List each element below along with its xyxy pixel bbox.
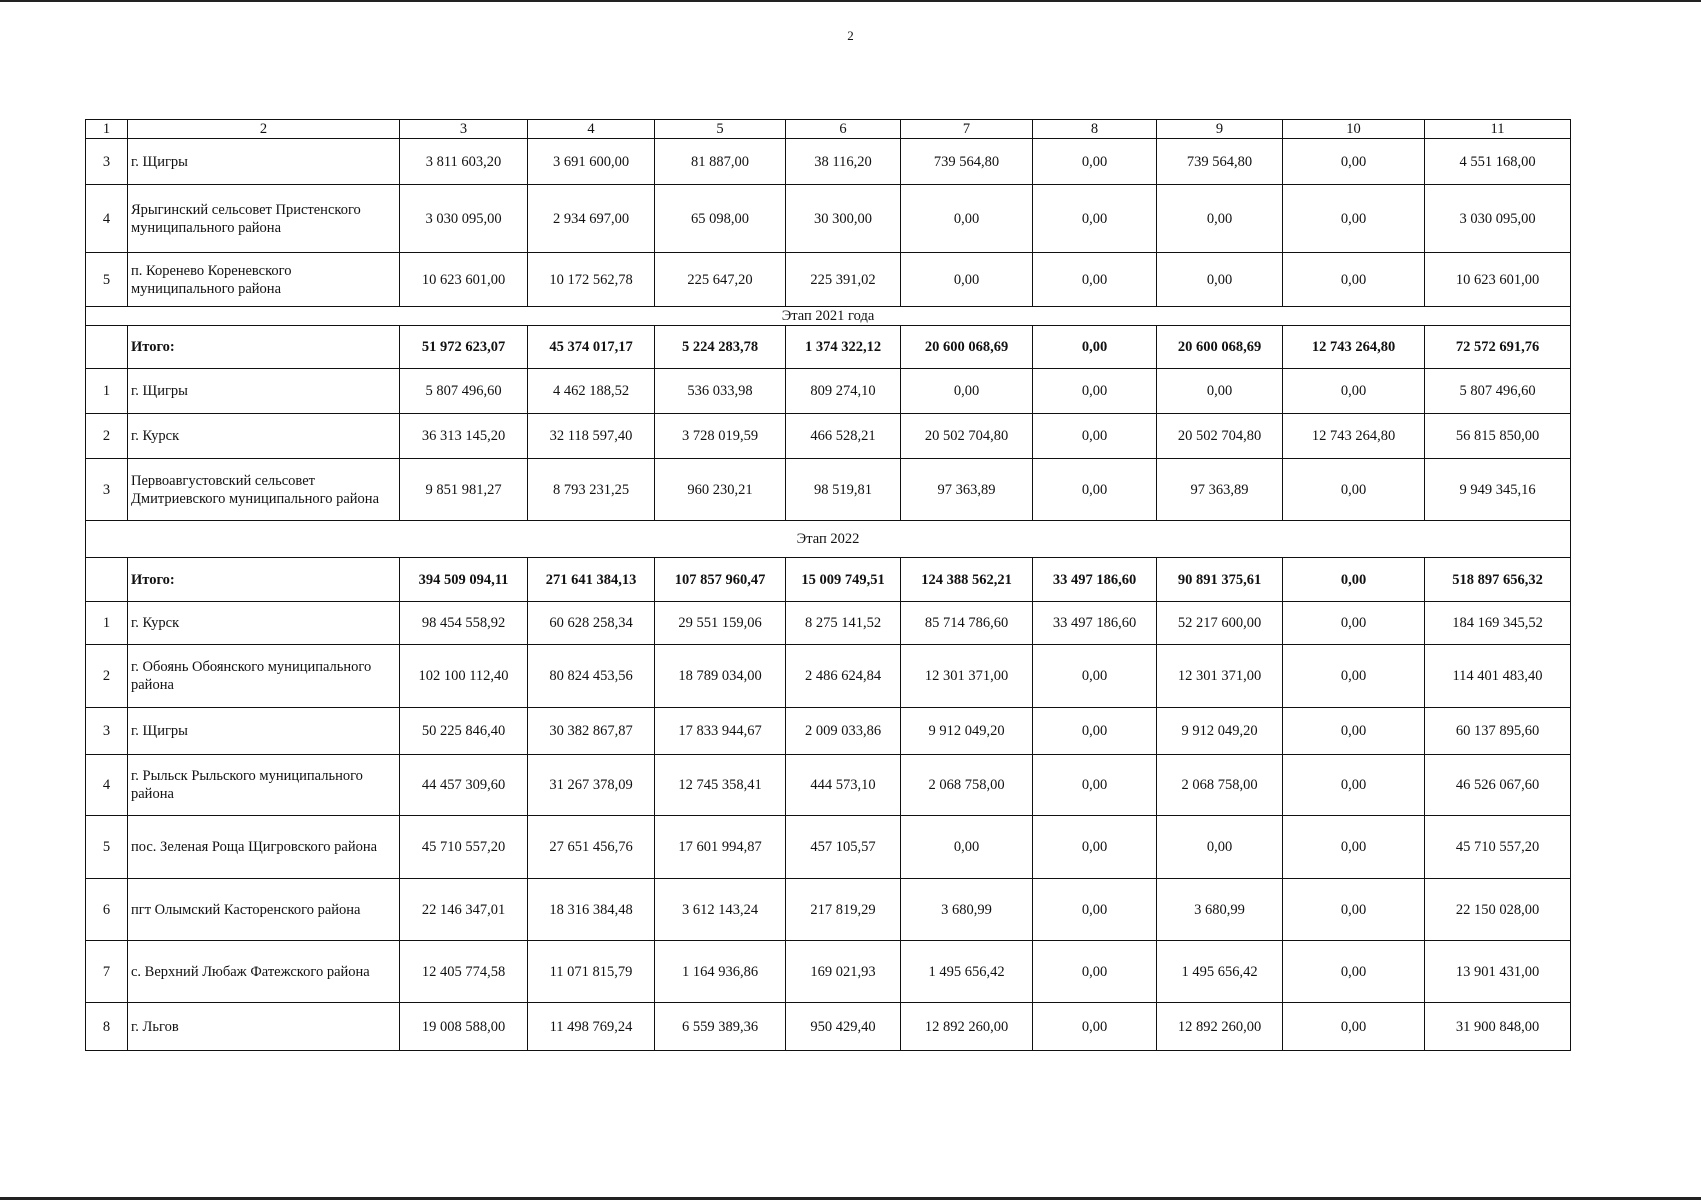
amount-cell: 60 137 895,60 (1425, 708, 1571, 755)
total-value: 5 224 283,78 (655, 326, 786, 369)
total-value: 90 891 375,61 (1157, 558, 1283, 602)
header-cell: 2 (128, 120, 400, 139)
top-border (0, 0, 1701, 2)
amount-cell: 3 691 600,00 (528, 139, 655, 185)
row-number (86, 558, 128, 602)
amount-cell: 9 851 981,27 (400, 459, 528, 521)
budget-table (85, 119, 1571, 1051)
amount-cell: 4 551 168,00 (1425, 139, 1571, 185)
amount-cell: 0,00 (901, 369, 1033, 414)
amount-cell: 0,00 (901, 253, 1033, 307)
amount-cell: 0,00 (1283, 139, 1425, 185)
total-value: 107 857 960,47 (655, 558, 786, 602)
municipality-name: п. Кореневo Кореневского муниципального района (128, 253, 400, 307)
total-value: 0,00 (1283, 558, 1425, 602)
amount-cell: 2 934 697,00 (528, 185, 655, 253)
amount-cell: 98 519,81 (786, 459, 901, 521)
amount-cell: 5 807 496,60 (1425, 369, 1571, 414)
municipality-name: пгт Олымский Касторенского района (128, 879, 400, 941)
table-row (86, 755, 1571, 816)
amount-cell: 169 021,93 (786, 941, 901, 1003)
row-number: 1 (86, 369, 128, 414)
amount-cell: 52 217 600,00 (1157, 602, 1283, 645)
amount-cell: 114 401 483,40 (1425, 645, 1571, 708)
amount-cell: 0,00 (1283, 755, 1425, 816)
amount-cell: 20 502 704,80 (1157, 414, 1283, 459)
amount-cell: 12 743 264,80 (1283, 414, 1425, 459)
amount-cell: 17 833 944,67 (655, 708, 786, 755)
amount-cell: 12 892 260,00 (1157, 1003, 1283, 1051)
row-number: 5 (86, 253, 128, 307)
amount-cell: 3 030 095,00 (400, 185, 528, 253)
amount-cell: 22 146 347,01 (400, 879, 528, 941)
table-row (86, 414, 1571, 459)
header-row (86, 120, 1571, 139)
amount-cell: 0,00 (1033, 816, 1157, 879)
amount-cell: 12 301 371,00 (901, 645, 1033, 708)
amount-cell: 3 811 603,20 (400, 139, 528, 185)
amount-cell: 5 807 496,60 (400, 369, 528, 414)
table-row (86, 459, 1571, 521)
amount-cell: 45 710 557,20 (1425, 816, 1571, 879)
total-value: 33 497 186,60 (1033, 558, 1157, 602)
table-row (86, 139, 1571, 185)
amount-cell: 809 274,10 (786, 369, 901, 414)
stage-row (86, 307, 1571, 326)
amount-cell: 80 824 453,56 (528, 645, 655, 708)
total-row (86, 558, 1571, 602)
amount-cell: 29 551 159,06 (655, 602, 786, 645)
amount-cell: 4 462 188,52 (528, 369, 655, 414)
amount-cell: 44 457 309,60 (400, 755, 528, 816)
amount-cell: 2 009 033,86 (786, 708, 901, 755)
row-number: 4 (86, 185, 128, 253)
header-cell: 4 (528, 120, 655, 139)
amount-cell: 31 267 378,09 (528, 755, 655, 816)
amount-cell: 2 068 758,00 (1157, 755, 1283, 816)
total-value: 15 009 749,51 (786, 558, 901, 602)
amount-cell: 1 495 656,42 (901, 941, 1033, 1003)
municipality-name: г. Льгов (128, 1003, 400, 1051)
amount-cell: 0,00 (1283, 879, 1425, 941)
header-cell: 6 (786, 120, 901, 139)
amount-cell: 0,00 (1033, 941, 1157, 1003)
total-value: 0,00 (1033, 326, 1157, 369)
amount-cell: 17 601 994,87 (655, 816, 786, 879)
amount-cell: 0,00 (1283, 816, 1425, 879)
amount-cell: 10 623 601,00 (1425, 253, 1571, 307)
amount-cell: 0,00 (1283, 645, 1425, 708)
amount-cell: 10 172 562,78 (528, 253, 655, 307)
total-label: Итого: (128, 326, 400, 369)
amount-cell: 0,00 (1283, 459, 1425, 521)
amount-cell: 9 912 049,20 (901, 708, 1033, 755)
municipality-name: Ярыгинский сельсовет Пристенского муниципального района (128, 185, 400, 253)
header-cell: 3 (400, 120, 528, 139)
amount-cell: 457 105,57 (786, 816, 901, 879)
table-row (86, 1003, 1571, 1051)
municipality-name: пос. Зеленая Роща Щигровского района (128, 816, 400, 879)
header-cell: 8 (1033, 120, 1157, 139)
amount-cell: 0,00 (1033, 1003, 1157, 1051)
table-row (86, 602, 1571, 645)
header-cell: 9 (1157, 120, 1283, 139)
table-row (86, 941, 1571, 1003)
amount-cell: 444 573,10 (786, 755, 901, 816)
amount-cell: 36 313 145,20 (400, 414, 528, 459)
amount-cell: 8 793 231,25 (528, 459, 655, 521)
amount-cell: 27 651 456,76 (528, 816, 655, 879)
row-number: 5 (86, 816, 128, 879)
row-number: 8 (86, 1003, 128, 1051)
amount-cell: 30 300,00 (786, 185, 901, 253)
table-row (86, 185, 1571, 253)
table-row (86, 816, 1571, 879)
amount-cell: 12 892 260,00 (901, 1003, 1033, 1051)
municipality-name: г. Щигры (128, 369, 400, 414)
row-number: 3 (86, 459, 128, 521)
header-cell: 5 (655, 120, 786, 139)
municipality-name: с. Верхний Любаж Фатежского района (128, 941, 400, 1003)
total-row (86, 326, 1571, 369)
row-number (86, 326, 128, 369)
amount-cell: 0,00 (1283, 941, 1425, 1003)
amount-cell: 12 405 774,58 (400, 941, 528, 1003)
amount-cell: 466 528,21 (786, 414, 901, 459)
stage-title: Этап 2021 года (86, 307, 1571, 326)
amount-cell: 217 819,29 (786, 879, 901, 941)
total-value: 518 897 656,32 (1425, 558, 1571, 602)
amount-cell: 1 164 936,86 (655, 941, 786, 1003)
amount-cell: 0,00 (1157, 185, 1283, 253)
amount-cell: 3 030 095,00 (1425, 185, 1571, 253)
amount-cell: 2 068 758,00 (901, 755, 1033, 816)
amount-cell: 0,00 (1283, 1003, 1425, 1051)
amount-cell: 225 647,20 (655, 253, 786, 307)
amount-cell: 18 789 034,00 (655, 645, 786, 708)
amount-cell: 184 169 345,52 (1425, 602, 1571, 645)
amount-cell: 11 498 769,24 (528, 1003, 655, 1051)
table-row (86, 253, 1571, 307)
amount-cell: 98 454 558,92 (400, 602, 528, 645)
amount-cell: 10 623 601,00 (400, 253, 528, 307)
amount-cell: 0,00 (1033, 708, 1157, 755)
row-number: 4 (86, 755, 128, 816)
amount-cell: 11 071 815,79 (528, 941, 655, 1003)
amount-cell: 0,00 (901, 816, 1033, 879)
total-value: 20 600 068,69 (901, 326, 1033, 369)
amount-cell: 3 680,99 (901, 879, 1033, 941)
amount-cell: 225 391,02 (786, 253, 901, 307)
amount-cell: 97 363,89 (1157, 459, 1283, 521)
amount-cell: 0,00 (901, 185, 1033, 253)
total-value: 124 388 562,21 (901, 558, 1033, 602)
table-row (86, 879, 1571, 941)
table-row (86, 369, 1571, 414)
total-value: 51 972 623,07 (400, 326, 528, 369)
amount-cell: 22 150 028,00 (1425, 879, 1571, 941)
amount-cell: 1 495 656,42 (1157, 941, 1283, 1003)
amount-cell: 3 612 143,24 (655, 879, 786, 941)
amount-cell: 0,00 (1033, 369, 1157, 414)
amount-cell: 0,00 (1033, 459, 1157, 521)
amount-cell: 0,00 (1033, 139, 1157, 185)
municipality-name: г. Щигры (128, 139, 400, 185)
amount-cell: 0,00 (1157, 369, 1283, 414)
amount-cell: 32 118 597,40 (528, 414, 655, 459)
amount-cell: 950 429,40 (786, 1003, 901, 1051)
total-value: 72 572 691,76 (1425, 326, 1571, 369)
amount-cell: 3 728 019,59 (655, 414, 786, 459)
amount-cell: 0,00 (1033, 755, 1157, 816)
amount-cell: 102 100 112,40 (400, 645, 528, 708)
header-cell: 7 (901, 120, 1033, 139)
amount-cell: 0,00 (1033, 185, 1157, 253)
amount-cell: 739 564,80 (1157, 139, 1283, 185)
amount-cell: 31 900 848,00 (1425, 1003, 1571, 1051)
row-number: 2 (86, 645, 128, 708)
amount-cell: 20 502 704,80 (901, 414, 1033, 459)
row-number: 7 (86, 941, 128, 1003)
header-cell: 1 (86, 120, 128, 139)
municipality-name: г. Щигры (128, 708, 400, 755)
amount-cell: 0,00 (1157, 253, 1283, 307)
municipality-name: г. Курск (128, 602, 400, 645)
amount-cell: 12 301 371,00 (1157, 645, 1283, 708)
total-value: 1 374 322,12 (786, 326, 901, 369)
amount-cell: 2 486 624,84 (786, 645, 901, 708)
municipality-name: г. Рыльск Рыльского муниципального района (128, 755, 400, 816)
amount-cell: 0,00 (1283, 602, 1425, 645)
header-cell: 11 (1425, 120, 1571, 139)
row-number: 3 (86, 708, 128, 755)
amount-cell: 536 033,98 (655, 369, 786, 414)
municipality-name: Первоавгустовский сельсовет Дмитриевского муниципального района (128, 459, 400, 521)
total-value: 394 509 094,11 (400, 558, 528, 602)
header-cell: 10 (1283, 120, 1425, 139)
total-label: Итого: (128, 558, 400, 602)
table-body (86, 120, 1571, 1051)
amount-cell: 33 497 186,60 (1033, 602, 1157, 645)
total-value: 20 600 068,69 (1157, 326, 1283, 369)
amount-cell: 46 526 067,60 (1425, 755, 1571, 816)
amount-cell: 0,00 (1283, 708, 1425, 755)
amount-cell: 960 230,21 (655, 459, 786, 521)
total-value: 271 641 384,13 (528, 558, 655, 602)
amount-cell: 50 225 846,40 (400, 708, 528, 755)
table-row (86, 708, 1571, 755)
amount-cell: 8 275 141,52 (786, 602, 901, 645)
amount-cell: 9 912 049,20 (1157, 708, 1283, 755)
amount-cell: 12 745 358,41 (655, 755, 786, 816)
amount-cell: 18 316 384,48 (528, 879, 655, 941)
row-number: 2 (86, 414, 128, 459)
amount-cell: 0,00 (1283, 369, 1425, 414)
row-number: 3 (86, 139, 128, 185)
amount-cell: 60 628 258,34 (528, 602, 655, 645)
amount-cell: 85 714 786,60 (901, 602, 1033, 645)
page-number: 2 (847, 28, 854, 43)
amount-cell: 9 949 345,16 (1425, 459, 1571, 521)
total-value: 12 743 264,80 (1283, 326, 1425, 369)
amount-cell: 97 363,89 (901, 459, 1033, 521)
amount-cell: 0,00 (1033, 645, 1157, 708)
amount-cell: 0,00 (1033, 414, 1157, 459)
row-number: 6 (86, 879, 128, 941)
amount-cell: 45 710 557,20 (400, 816, 528, 879)
municipality-name: г. Обоянь Обоянского муниципального района (128, 645, 400, 708)
row-number: 1 (86, 602, 128, 645)
amount-cell: 13 901 431,00 (1425, 941, 1571, 1003)
amount-cell: 56 815 850,00 (1425, 414, 1571, 459)
amount-cell: 6 559 389,36 (655, 1003, 786, 1051)
amount-cell: 81 887,00 (655, 139, 786, 185)
amount-cell: 0,00 (1283, 253, 1425, 307)
stage-title: Этап 2022 (86, 521, 1571, 558)
amount-cell: 30 382 867,87 (528, 708, 655, 755)
amount-cell: 0,00 (1033, 879, 1157, 941)
amount-cell: 0,00 (1033, 253, 1157, 307)
amount-cell: 739 564,80 (901, 139, 1033, 185)
amount-cell: 38 116,20 (786, 139, 901, 185)
table-row (86, 645, 1571, 708)
stage-row (86, 521, 1571, 558)
amount-cell: 0,00 (1157, 816, 1283, 879)
amount-cell: 3 680,99 (1157, 879, 1283, 941)
amount-cell: 0,00 (1283, 185, 1425, 253)
amount-cell: 65 098,00 (655, 185, 786, 253)
municipality-name: г. Курск (128, 414, 400, 459)
amount-cell: 19 008 588,00 (400, 1003, 528, 1051)
total-value: 45 374 017,17 (528, 326, 655, 369)
